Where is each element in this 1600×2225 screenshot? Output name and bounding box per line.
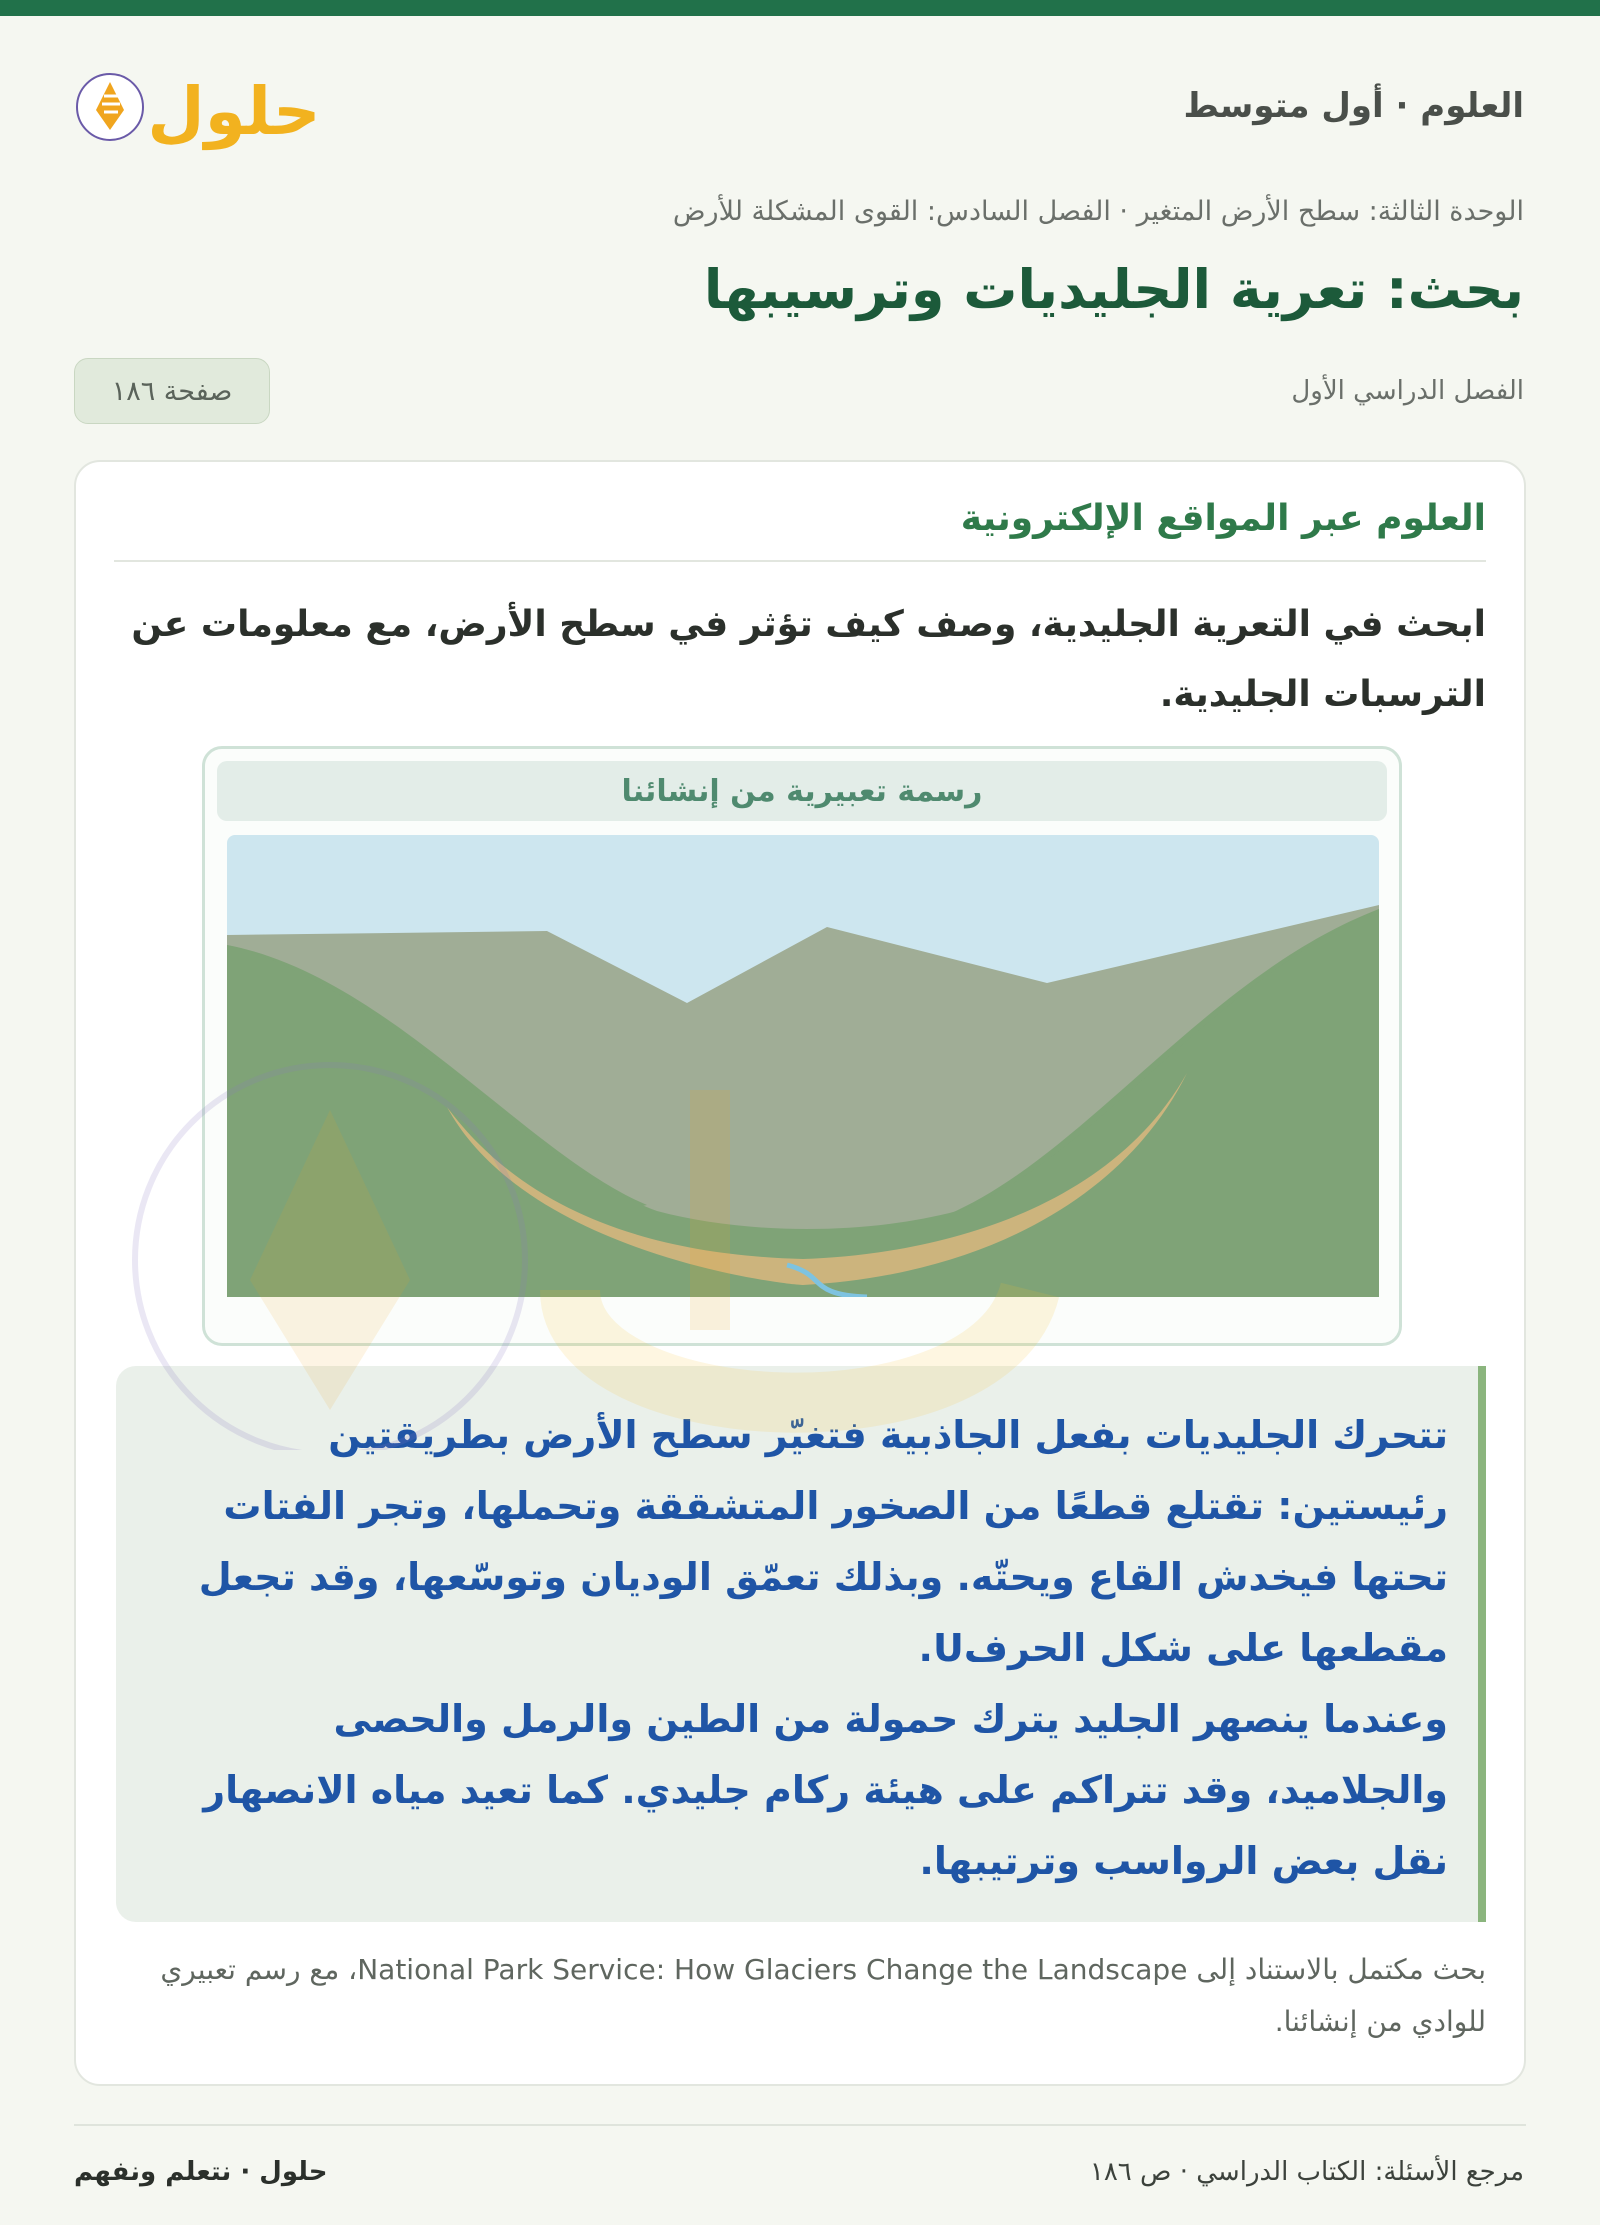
- breadcrumb: الوحدة الثالثة: سطح الأرض المتغير · الفصل السادس: القوى المشكلة للأرض: [672, 196, 1524, 227]
- page-title: بحث: تعرية الجليديات وترسيبها: [703, 258, 1524, 321]
- content-card: [74, 460, 1526, 2086]
- answer-paragraph-deposition: وعندما ينصهر الجليد يترك حمولة من الطين والرمل والحصى والجلاميد، وقد تتراكم على هيئة ركام جليدي. كما تعيد مياه الانصهار نقل بعض الرواسب وترتيبها.: [203, 1697, 1448, 1883]
- answer-box: [116, 1366, 1486, 1922]
- answer-paragraph-erosion: تتحرك الجليديات بفعل الجاذبية فتغيّر سطح الأرض بطريقتين رئيستين: تقتلع قطعًا من الصخور المتشققة وتحملها، وتجر الفتات تحتها فيخدش القاع ويحتّه. وبذلك تعمّق الوديان وتوسّعها، وقد تجعل مقطعها على شكل الحرفU.: [198, 1413, 1448, 1670]
- footer-reference: مرجع الأسئلة: الكتاب الدراسي · ص ١٨٦: [1089, 2157, 1524, 2187]
- hulool-logo[interactable]: [74, 52, 334, 162]
- footer-brand: حلول · نتعلم ونفهم: [74, 2157, 328, 2187]
- top-accent-bar: [0, 0, 1600, 16]
- section-heading: العلوم عبر المواقع الإلكترونية: [960, 498, 1486, 539]
- logo-graphic: [74, 52, 334, 162]
- illustration-figure: [202, 746, 1402, 1346]
- source-note: بحث مكتمل بالاستناد إلى National Park Service: How Glaciers Change the Landscape، مع رسم تعبيري للوادي من إنشائنا.: [160, 1953, 1486, 2038]
- subject-label: العلوم · أول متوسط: [1183, 86, 1524, 126]
- question-text: ابحث في التعرية الجليدية، وصف كيف تؤثر في سطح الأرض، مع معلومات عن الترسبات الجليدية.: [131, 604, 1486, 715]
- logo-wordmark: حلول: [147, 73, 321, 150]
- page-number-badge: صفحة ١٨٦: [74, 358, 270, 424]
- glacier-valley-illustration: [227, 835, 1379, 1297]
- figure-caption: رسمة تعبيرية من إنشائنا: [217, 761, 1387, 821]
- footer-divider: [74, 2124, 1526, 2126]
- heading-divider: [114, 560, 1486, 562]
- term-label: الفصل الدراسي الأول: [1291, 376, 1524, 406]
